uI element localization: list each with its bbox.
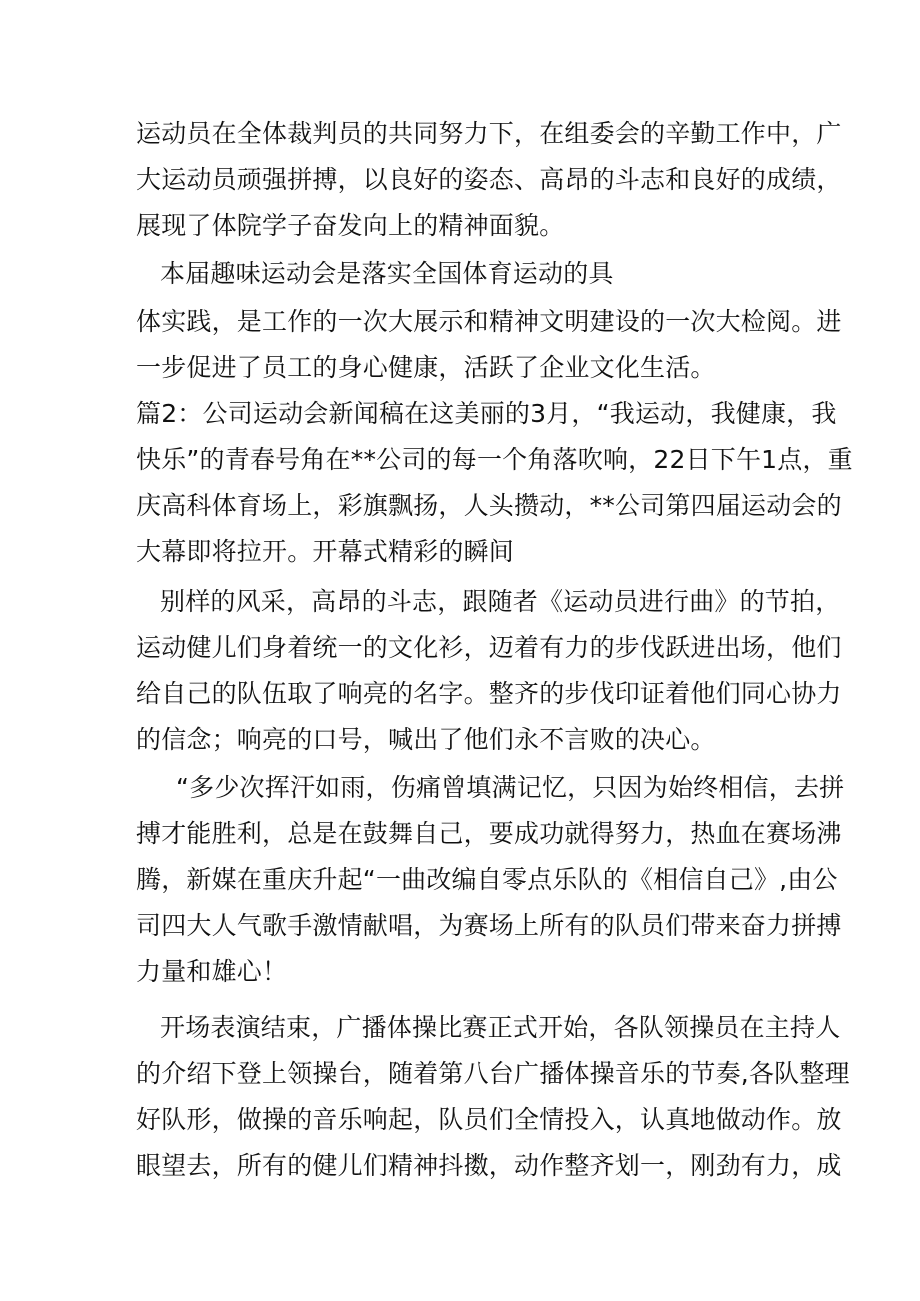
text-line: 腾，新媒在重庆升起“一曲改编自零点乐队的《相信自己》,由公 [136, 865, 838, 894]
text-line: 司四大人气歌手激情献唱，为赛场上所有的队员们带来奋力拼搏 [136, 911, 842, 940]
text-line: 别样的风采，高昂的斗志，跟随者《运动员进行曲》的节拍， [160, 587, 841, 616]
text-line: 展现了体院学子奋发向上的精神面貌。 [136, 211, 565, 240]
text-line: 眼望去，所有的健儿们精神抖擞，动作整齐划一，刚劲有力，成 [136, 1151, 842, 1180]
text-line: 的信念；响亮的口号，喊出了他们永不言败的决心。 [136, 725, 716, 754]
text-line: “多少次挥汗如雨，伤痛曾填满记忆，只因为始终相信，去拼 [176, 773, 845, 802]
text-line: 运动员在全体裁判员的共同努力下，在组委会的辛勤工作中，广 [136, 119, 842, 148]
text-line: 篇2：公司运动会新闻稿在这美丽的3月，“我运动，我健康，我 [136, 399, 837, 428]
text-line: 运动健儿们身着统一的文化衫，迈着有力的步伐跃进出场，他们 [136, 633, 842, 662]
text-line: 大运动员顽强拼搏，以良好的姿态、高昂的斗志和良好的成绩， [136, 165, 842, 194]
text-line: 给自己的队伍取了响亮的名字。整齐的步伐印证着他们同心协力 [136, 679, 842, 708]
text-line: 本届趣味运动会是落实全国体育运动的具 [160, 259, 614, 288]
text-line: 大幕即将拉开。开幕式精彩的瞬间 [136, 537, 515, 566]
text-line: 搏才能胜利，总是在鼓舞自己，要成功就得努力，热血在赛场沸 [136, 819, 842, 848]
text-line: 力量和雄心！ [136, 957, 288, 986]
text-line: 体实践，是工作的一次大展示和精神文明建设的一次大检阅。进 [136, 307, 842, 336]
text-line: 开场表演结束，广播体操比赛正式开始，各队领操员在主持人 [160, 1013, 841, 1042]
text-line: 庆高科体育场上，彩旗飘扬，人头攒动，**公司第四届运动会的 [136, 491, 842, 520]
text-line: 好队形，做操的音乐响起，队员们全情投入，认真地做动作。放 [136, 1105, 842, 1134]
text-line: 一步促进了员工的身心健康，活跃了企业文化生活。 [136, 353, 716, 382]
text-line: 的介绍下登上领操台，随着第八台广播体操音乐的节奏,各队整理 [136, 1059, 850, 1088]
text-line: 快乐”的青春号角在**公司的每一个角落吹响，22日下午1点，重 [136, 445, 853, 474]
